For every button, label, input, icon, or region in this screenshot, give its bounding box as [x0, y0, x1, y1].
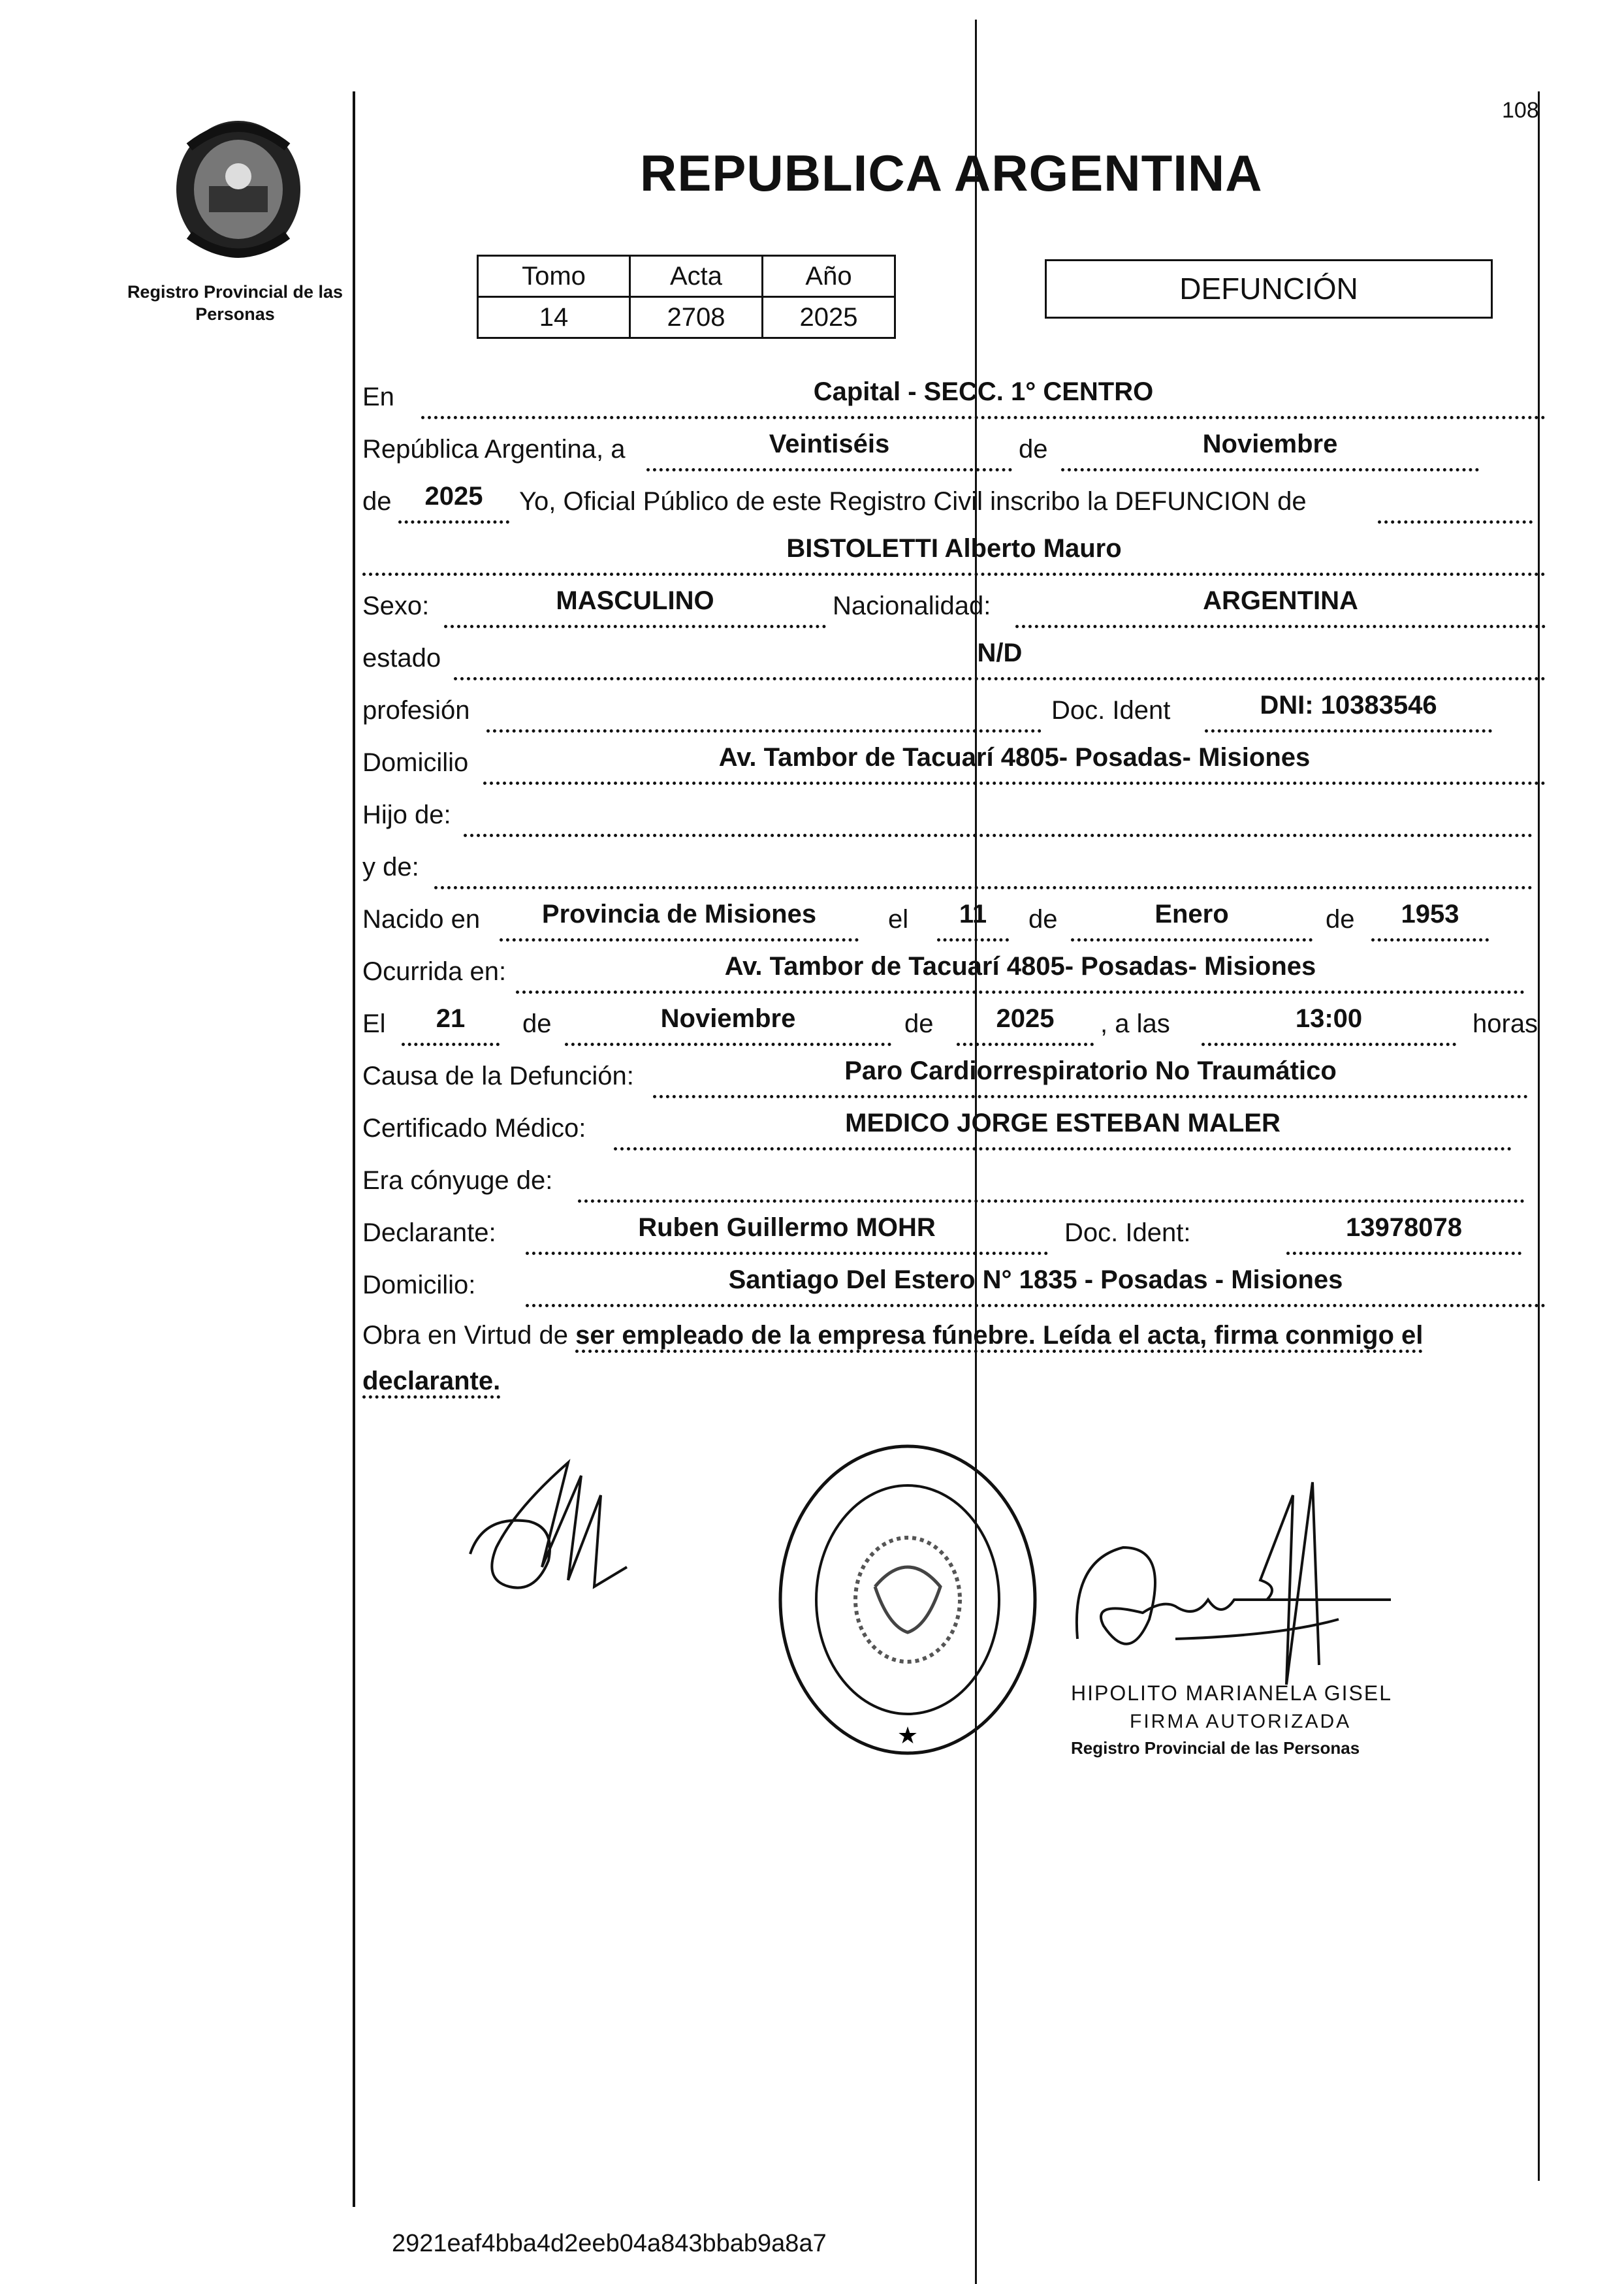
row-estado	[362, 639, 1546, 684]
record-meta-table	[477, 255, 896, 339]
label-causa: Causa de la Defunción:	[362, 1062, 634, 1090]
value-nacido-dia: 11	[959, 900, 987, 928]
value-obra-1: ser empleado de la empresa fúnebre. Leída el acta, firma conmigo el	[575, 1321, 1423, 1353]
meta-header-acta: Acta	[630, 256, 763, 297]
row-causa	[362, 1056, 1546, 1102]
label-nacido-de2: de	[1326, 905, 1355, 934]
row-fecha	[362, 430, 1546, 475]
label-estado: estado	[362, 644, 441, 673]
label-en: En	[362, 383, 394, 411]
meta-header-tomo: Tomo	[478, 256, 630, 297]
value-doc: DNI: 10383546	[1260, 691, 1437, 720]
value-nacido-mes: Enero	[1154, 900, 1229, 928]
page-number: 108	[1502, 98, 1539, 123]
row-conyuge	[362, 1161, 1546, 1207]
row-yde	[362, 848, 1546, 893]
label-el: el	[888, 905, 909, 934]
label-domicilio: Domicilio	[362, 748, 469, 777]
value-certificado: MEDICO JORGE ESTEBAN MALER	[845, 1109, 1281, 1137]
label-horas: horas	[1473, 1009, 1538, 1038]
label-def-de1: de	[522, 1009, 552, 1038]
value-domicilio: Av. Tambor de Tacuarí 4805- Posadas- Misiones	[718, 743, 1311, 772]
authorized-signature	[1064, 1469, 1430, 1704]
row-ocurrida	[362, 952, 1546, 998]
value-dia: Veintiséis	[769, 430, 890, 458]
svg-text:★: ★	[897, 1722, 919, 1749]
value-causa: Paro Cardiorrespiratorio No Traumático	[844, 1056, 1337, 1085]
label-nacido: Nacido en	[362, 905, 481, 934]
value-obra-2: declarante.	[362, 1367, 500, 1399]
meta-value-anio: 2025	[763, 297, 895, 338]
registry-caption: Registro Provincial de las Personas	[127, 282, 343, 324]
text-inscripcion: Yo, Oficial Público de este Registro Civil inscribo la DEFUNCION de	[519, 487, 1307, 516]
value-mes: Noviembre	[1202, 430, 1338, 458]
label-nacionalidad: Nacionalidad:	[833, 592, 991, 620]
meta-value-acta: 2708	[630, 297, 763, 338]
declarant-signature	[457, 1436, 653, 1632]
value-sexo: MASCULINO	[556, 586, 714, 615]
left-margin-rule	[353, 91, 355, 2207]
label-alas: , a las	[1100, 1009, 1170, 1038]
label-de: de	[1019, 435, 1048, 464]
value-estado: N/D	[977, 639, 1023, 667]
value-nombre: BISTOLETTI Alberto Mauro	[786, 534, 1122, 563]
value-nacido-lugar: Provincia de Misiones	[541, 900, 817, 928]
row-en	[362, 377, 1546, 423]
value-nacionalidad: ARGENTINA	[1203, 586, 1358, 615]
label-decl-doc: Doc. Ident:	[1064, 1218, 1191, 1247]
label-certificado: Certificado Médico:	[362, 1114, 586, 1143]
signatory-role: FIRMA AUTORIZADA	[1130, 1711, 1352, 1732]
meta-header-anio: Año	[763, 256, 895, 297]
row-declarante	[362, 1213, 1546, 1259]
label-profesion: profesión	[362, 696, 470, 725]
value-def-hora: 13:00	[1295, 1004, 1363, 1033]
signatory-name: HIPOLITO MARIANELA GISEL	[1071, 1681, 1392, 1705]
label-nacido-de1: de	[1028, 905, 1058, 934]
row-obra	[362, 1312, 1538, 1404]
label-obra: Obra en Virtud de	[362, 1321, 569, 1350]
row-nacido	[362, 900, 1546, 945]
official-seal-icon	[771, 1436, 1045, 1763]
signatory-office: Registro Provincial de las Personas	[1071, 1738, 1360, 1758]
record-type-box: DEFUNCIÓN	[1045, 259, 1493, 319]
meta-value-tomo: 14	[478, 297, 630, 338]
label-ocurrida: Ocurrida en:	[362, 957, 507, 986]
page-title: REPUBLICA ARGENTINA	[640, 144, 1263, 202]
label-el2: El	[362, 1009, 386, 1038]
row-certificado	[362, 1109, 1546, 1154]
label-anio-prefix: de	[362, 487, 392, 516]
label-sexo: Sexo:	[362, 592, 430, 620]
value-decl-domicilio: Santiago Del Estero N° 1835 - Posadas - Misiones	[728, 1265, 1343, 1294]
value-ocurrida: Av. Tambor de Tacuarí 4805- Posadas- Misiones	[724, 952, 1316, 981]
document-hash: 2921eaf4bba4d2eeb04a843bbab9a8a7	[392, 2230, 827, 2257]
value-def-dia: 21	[436, 1004, 466, 1033]
row-decl-domicilio	[362, 1265, 1546, 1311]
value-decl-doc: 13978078	[1346, 1213, 1462, 1242]
value-def-anio: 2025	[996, 1004, 1055, 1033]
row-sexo	[362, 586, 1546, 632]
value-declarante: Ruben Guillermo MOHR	[638, 1213, 936, 1242]
provincia-de-misiones-emblem-icon	[163, 108, 313, 271]
label-republica: República Argentina, a	[362, 435, 626, 464]
row-domicilio	[362, 743, 1546, 789]
value-anio: 2025	[424, 482, 483, 511]
label-def-de2: de	[904, 1009, 934, 1038]
label-decl-domicilio: Domicilio:	[362, 1271, 476, 1299]
label-conyuge: Era cónyuge de:	[362, 1166, 553, 1195]
row-profesion	[362, 691, 1546, 737]
row-fecha-defuncion	[362, 1004, 1546, 1050]
value-en: Capital - SECC. 1° CENTRO	[813, 377, 1154, 406]
label-yde: y de:	[362, 853, 419, 881]
value-def-mes: Noviembre	[660, 1004, 796, 1033]
label-doc: Doc. Ident	[1051, 696, 1171, 725]
row-anio	[362, 482, 1546, 528]
label-declarante: Declarante:	[362, 1218, 496, 1247]
label-hijo: Hijo de:	[362, 801, 451, 829]
row-hijo	[362, 795, 1546, 841]
row-nombre	[362, 534, 1546, 580]
value-nacido-anio: 1953	[1401, 900, 1459, 928]
